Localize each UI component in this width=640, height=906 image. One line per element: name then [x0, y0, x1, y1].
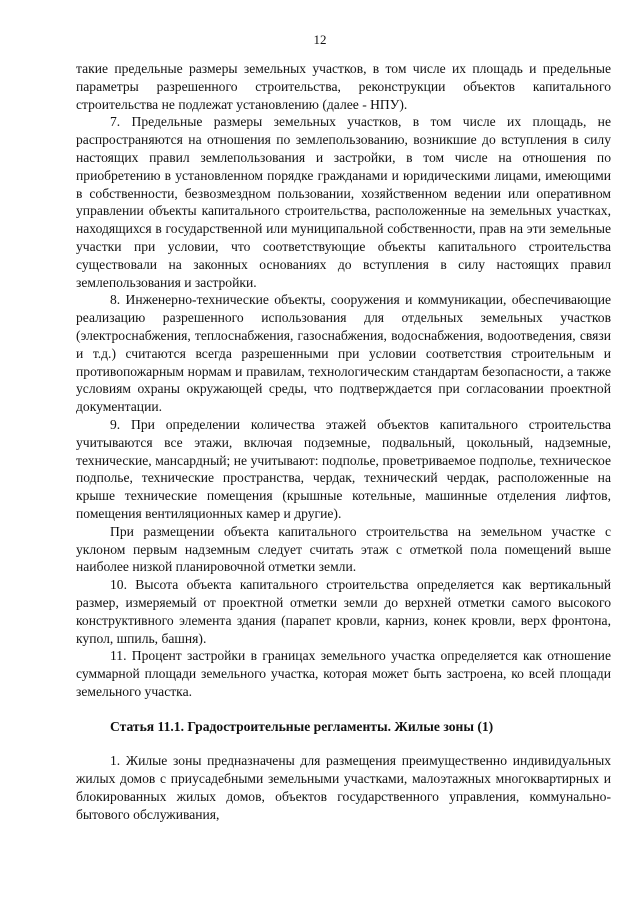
paragraph-item-8: 8. Инженерно-технические объекты, сооружения и коммуникации, обеспечивающие реализацию разрешенного использования для отдельных земельных участков (электроснабжения, теплоснабжения, газоснабжения, водоснабжения, водоотведения, связи и т.д.) считаются всегда разрешенными при условии соответствия строительным и противопожарным нормам и правилам, технологическим стандартам безопасности, а также условиям охраны окружающей среды, что подтверждается при согласовании проектной документации. [76, 292, 611, 415]
paragraph-item-9: 9. При определении количества этажей объектов капитального строительства учитываются все этажи, включая подземные, подвальный, цокольный, надземные, технические, мансардный; не учитывают: подполье, проветриваемое подполье, техническое подполье, технические пространства, чердак, технический чердак, расположенные на крыше технические помещения (крышные котельные, машинные отделения лифтов, помещения вентиляционных камер и другие). [76, 416, 611, 521]
paragraph-item-7: 7. Предельные размеры земельных участков, в том числе их площадь, не распространяются на отношения по землепользованию, возникшие до вступления в силу настоящих правил землепользования и застройки, в том числе на отношения по приобретению в установленном порядке гражданами и юридическими лицами, имеющими в собственности, безвозмездном пользовании, хозяйственном ведении или оперативном управлении объекты капитального строительства, расположенные на земельных участках, находящихся в государственной или муниципальной собственности, прав на эти земельные участки при условии, что соответствующие объекты капитального строительства существовали на законных основаниях до вступления в силу настоящих правил землепользования и застройки. [76, 114, 611, 290]
paragraph-residential-1: 1. Жилые зоны предназначены для размещения преимущественно индивидуальных жилых домов с приусадебными земельными участками, малоэтажных многоквартирных и блокированных жилых домов, объектов государственного управления, коммунально-бытового обслуживания, [76, 753, 611, 822]
article-heading: Статья 11.1. Градостроительные регламенты. Жилые зоны (1) [110, 718, 494, 734]
page-content [76, 60, 611, 824]
paragraph-continuation: такие предельные размеры земельных участков, в том числе их площадь и предельные параметры разрешенного строительства, реконструкции объектов капитального строительства не подлежат установлению (далее - НПУ). [76, 61, 611, 112]
page-number: 12 [313, 32, 327, 47]
paragraph-item-10: 10. Высота объекта капитального строительства определяется как вертикальный размер, измеряемый от проектной отметки земли до верхней отметки самого высокого конструктивного элемента здания (парапет кровли, карниз, конек кровли, верх фронтона, купол, шпиль, башня). [76, 577, 611, 646]
paragraph-slope-note: При размещении объекта капитального строительства на земельном участке с уклоном первым надземным следует считать этаж с отметкой пола помещений выше наиболее низкой планировочной отметки земли. [76, 523, 611, 575]
paragraph-item-11: 11. Процент застройки в границах земельного участка определяется как отношение суммарной площади земельного участка, которая может быть застроена, ко всей площади земельного участка. [76, 648, 611, 699]
